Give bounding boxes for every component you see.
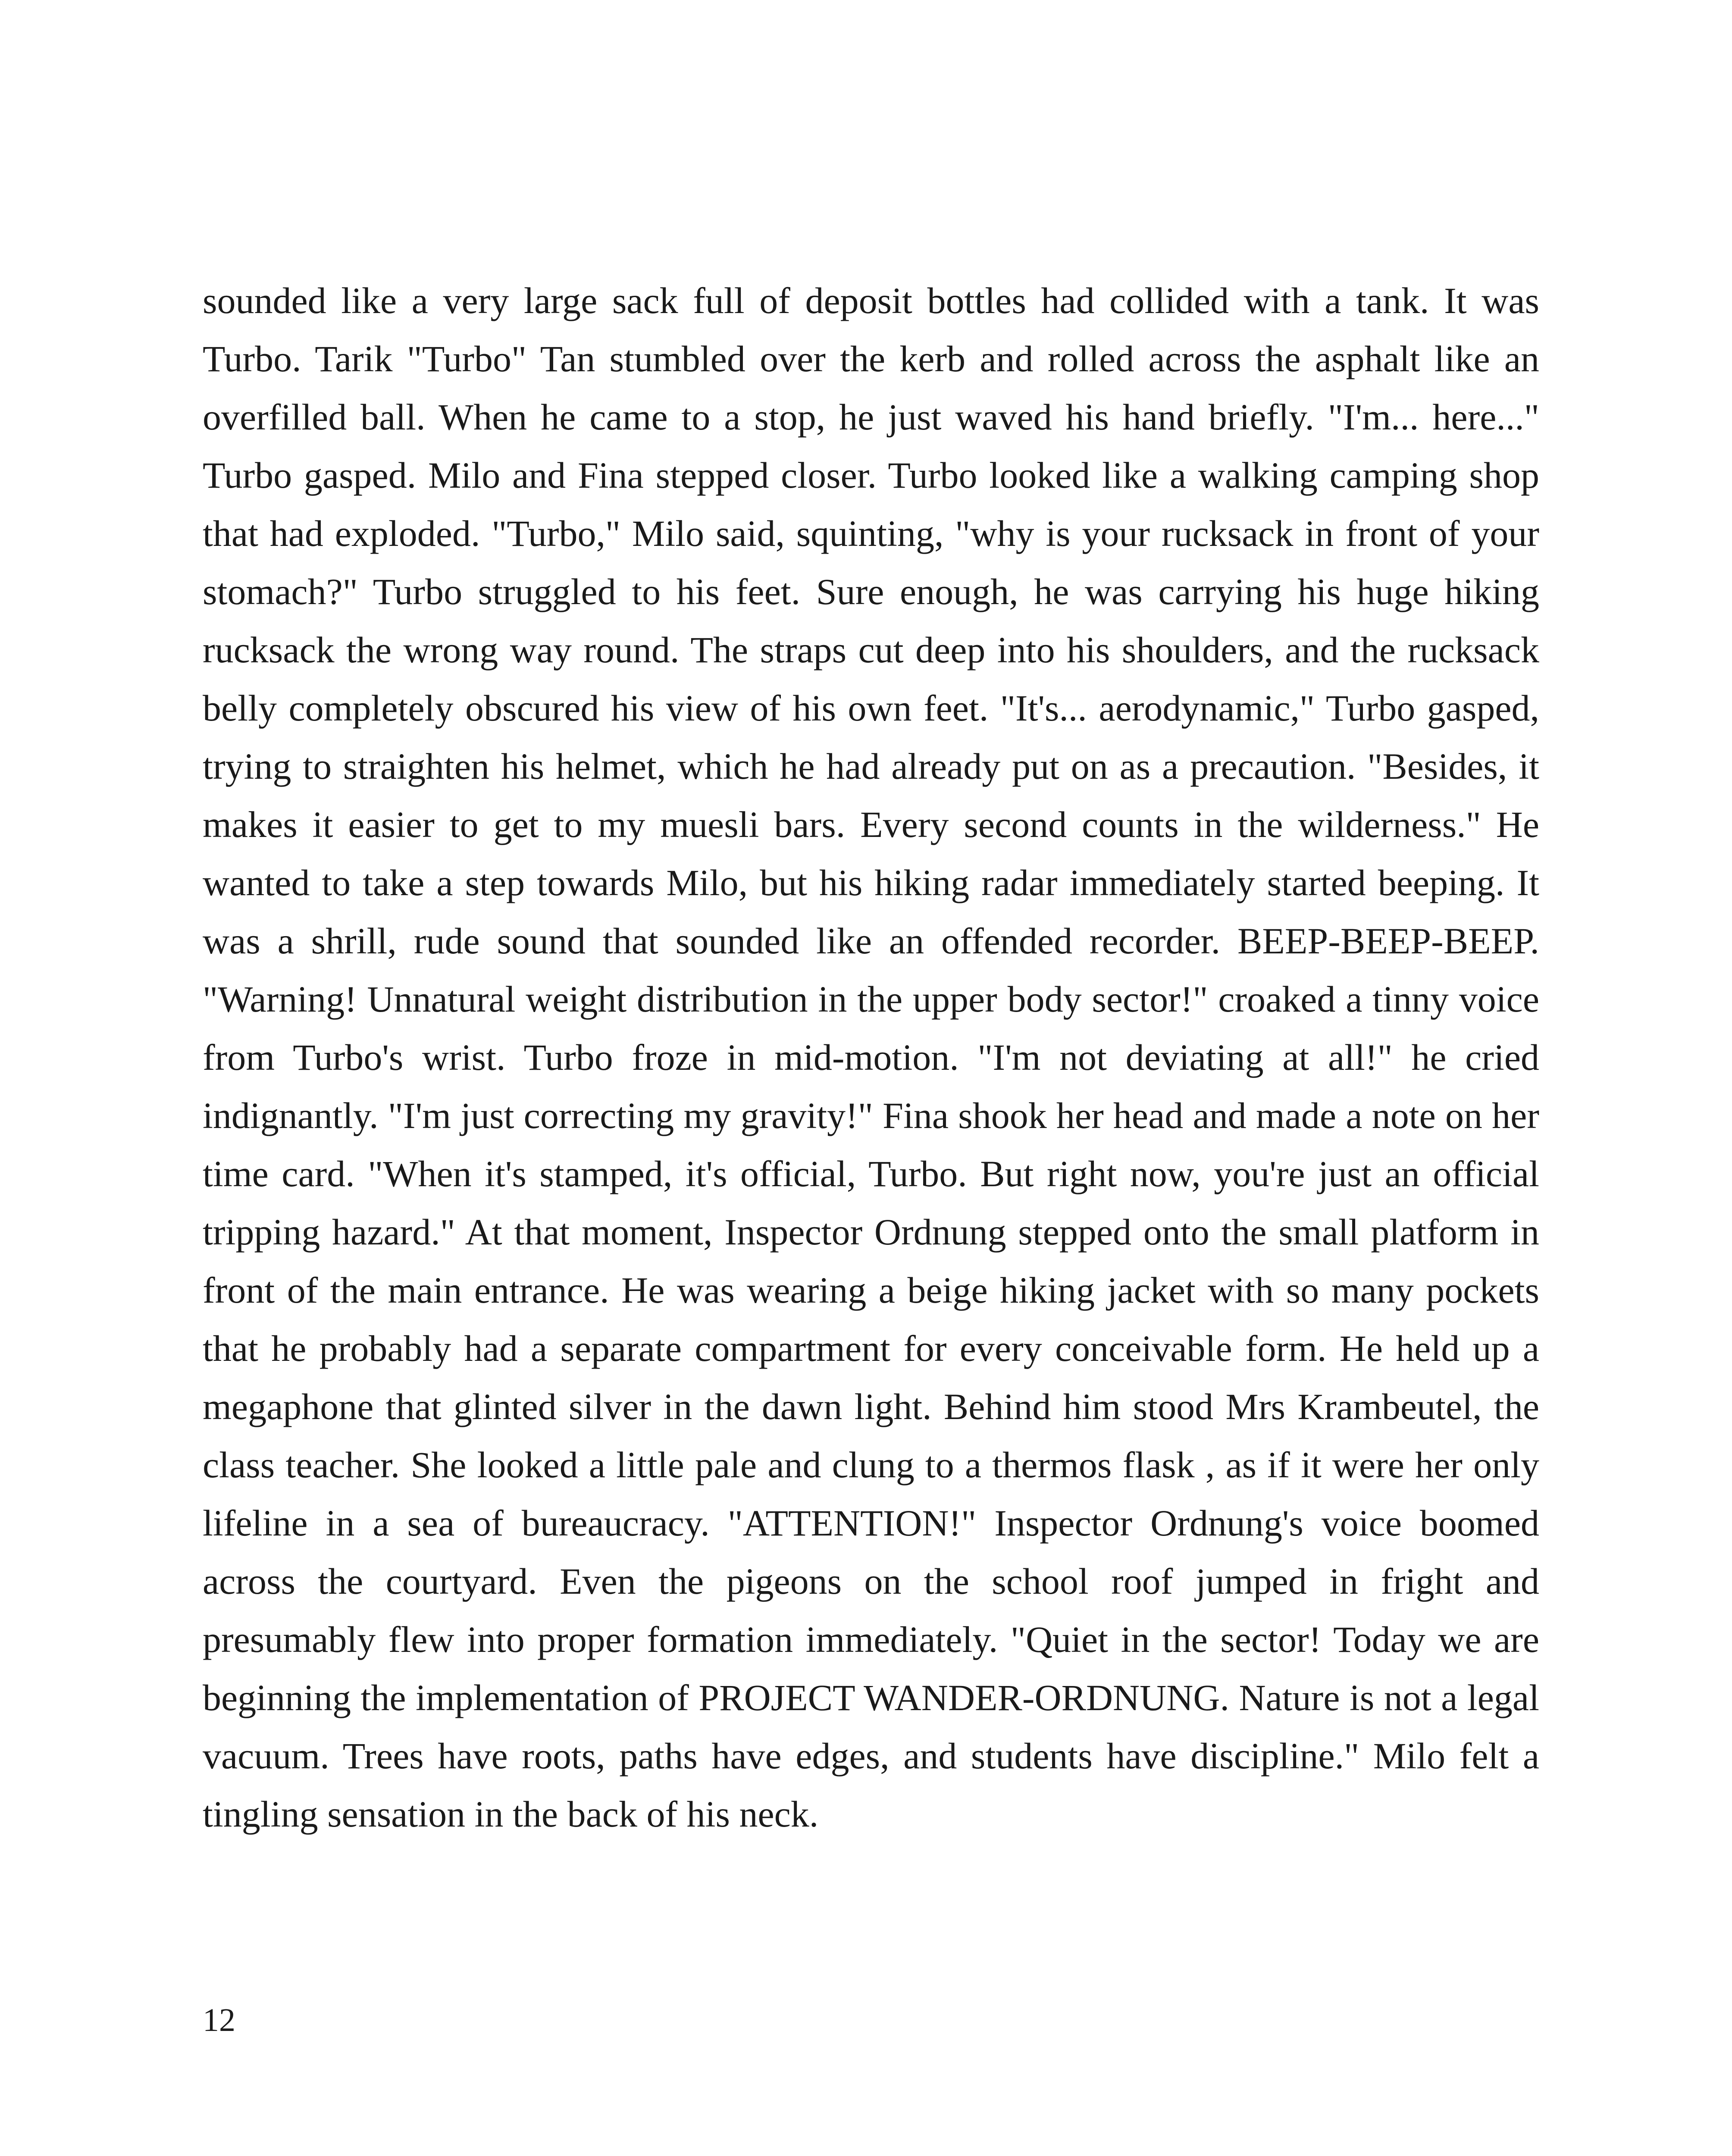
body-text-paragraph: sounded like a very large sack full of deposit bottles had collided with a tank. It was Turbo. Tarik "Turbo" Tan stumbled over the kerb and rolled across the asphalt like an overfilled ball. When he came to a stop, he just waved his hand briefly. "I'm... here..." Turbo gasped. Milo and Fina stepped closer. Turbo looked like a walking camping shop that had exploded. "Turbo," Milo said, squinting, "why is your rucksack in front of your stomach?" Turbo struggled to his feet. Sure enough, he was carrying his huge hiking rucksack the wrong way round. The straps cut deep into his shoulders, and the rucksack belly completely obscured his view of his own feet. "It's... aerodynamic," Turbo gasped, trying to straighten his helmet, which he had already put on as a precaution. "Besides, it makes it easier to get to my muesli bars. Every second counts in the wilderness." He wanted to take a step towards Milo, but his hiking radar immediately started beeping. It was a shrill, rude sound that sounded like an offended recorder. BEEP-BEEP-BEEP. "Warning! Unnatural weight distribution in the upper body sector!" croaked a tinny voice from Turbo's wrist. Turbo froze in mid-motion. "I'm not deviating at all!" he cried indignantly. "I'm just correcting my gravity!" Fina shook her head and made a note on her time card. "When it's stamped, it's official, Turbo. But right now, you're just an official tripping hazard." At that moment, Inspector Ordnung stepped onto the small platform in front of the main entrance. He was wearing a beige hiking jacket with so many pockets that he probably had a separate compartment for every conceivable form. He held up a megaphone that glinted silver in the dawn light. Behind him stood Mrs Krambeutel, the class teacher. She looked a little pale and clung to a thermos flask , as if it were her only lifeline in a sea of bureaucracy. "ATTENTION!" Inspector Ordnung's voice boomed across the courtyard. Even the pigeons on the school roof jumped in fright and presumably flew into proper formation immediately. "Quiet in the sector! Today we are beginning the implementation of PROJECT WANDER-ORDNUNG. Nature is not a legal vacuum. Trees have roots, paths have edges, and students have discipline." Milo felt a tingling sensation in the back of his neck.	[203, 280, 1539, 1835]
page-number: 12	[203, 2002, 235, 2038]
